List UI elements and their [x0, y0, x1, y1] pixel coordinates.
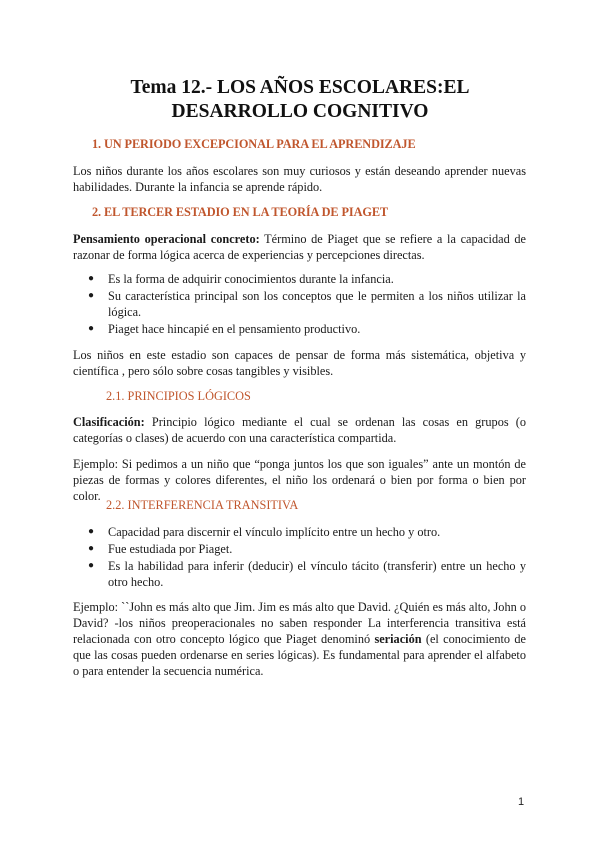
section-2-1-example: Ejemplo: Si pedimos a un niño que “ponga juntos los que son iguales” ante un montón de piezas de formas y colores diferentes, el niño los ordenará o bien por forma o bien por color. [73, 457, 526, 503]
section-2-closing-paragraph: Los niños en este estadio son capaces de pensar de forma más sistemática, objetiva y científica , pero sólo sobre cosas tangibles y visibles. [73, 348, 526, 378]
section-2-1-heading: 2.1. PRINCIPIOS LÓGICOS [106, 389, 251, 403]
document-title-line-2: DESARROLLO COGNITIVO [171, 101, 429, 122]
section-2-bullet-list [73, 271, 526, 338]
list-item: ● Su característica principal son los conceptos que le permiten a los niños utilizar la lógica. [88, 289, 526, 319]
bullet-icon: ● [88, 273, 95, 284]
list-item: ● Es la forma de adquirir conocimientos durante la infancia. [88, 272, 394, 286]
bullet-icon: ● [88, 560, 95, 571]
definition-text: Principio lógico mediante el cual se ordenan las cosas en grupos (o categorías o clases) de acuerdo con una característica compartida. [73, 415, 526, 445]
list-item: ● Piaget hace hincapié en el pensamiento productivo. [88, 322, 361, 336]
section-2-1-definition [73, 414, 526, 446]
definition-term: Clasificación: [73, 415, 145, 429]
page-number: 1 [518, 796, 525, 808]
section-2-definition [73, 231, 526, 263]
definition-term: Pensamiento operacional concreto: [73, 232, 260, 246]
section-2-heading: 2. EL TERCER ESTADIO EN LA TEORÍA DE PIAGET [92, 205, 389, 219]
bullet-icon: ● [88, 290, 95, 301]
definition-text: Término de Piaget que se refiere a la capacidad de razonar de forma lógica acerca de experiencias y percepciones directas. [73, 232, 526, 262]
section-1-paragraph: Los niños durante los años escolares son muy curiosos y están deseando aprender nuevas habilidades. Durante la infancia se aprende rápido. [73, 164, 526, 194]
list-item: ● Capacidad para discernir el vínculo implícito entre un hecho y otro. [88, 525, 441, 539]
document-title-line-1: Tema 12.- LOS AÑOS ESCOLARES:EL [130, 77, 470, 98]
list-item: ● Fue estudiada por Piaget. [88, 542, 233, 556]
list-item: ● Es la habilidad para inferir (deducir) el vínculo tácito (transferir) entre un hecho y otro hecho. [88, 559, 526, 589]
section-2-2-example: Ejemplo: ``John es más alto que Jim. Jim es más alto que David. ¿Quién es más alto, John o David? -los niños preoperacionales no saben responder La interferencia transitiva está relacionada con otro concepto lógico que Piaget denominó seriación (el conocimiento de que las cosas pueden ordenarse en series lógicas). Es fundamental para aprender el alfabeto o para entender la secuencia numérica. [73, 600, 526, 678]
section-2-2-bullet-list [73, 524, 526, 591]
bullet-icon: ● [88, 543, 95, 554]
seriacion-term: seriación [374, 632, 422, 646]
bullet-icon: ● [88, 323, 95, 334]
section-2-2-heading: 2.2. INTERFERENCIA TRANSITIVA [106, 498, 299, 512]
section-1-heading: 1. UN PERIODO EXCEPCIONAL PARA EL APRENDIZAJE [92, 137, 416, 151]
bullet-icon: ● [88, 526, 95, 537]
